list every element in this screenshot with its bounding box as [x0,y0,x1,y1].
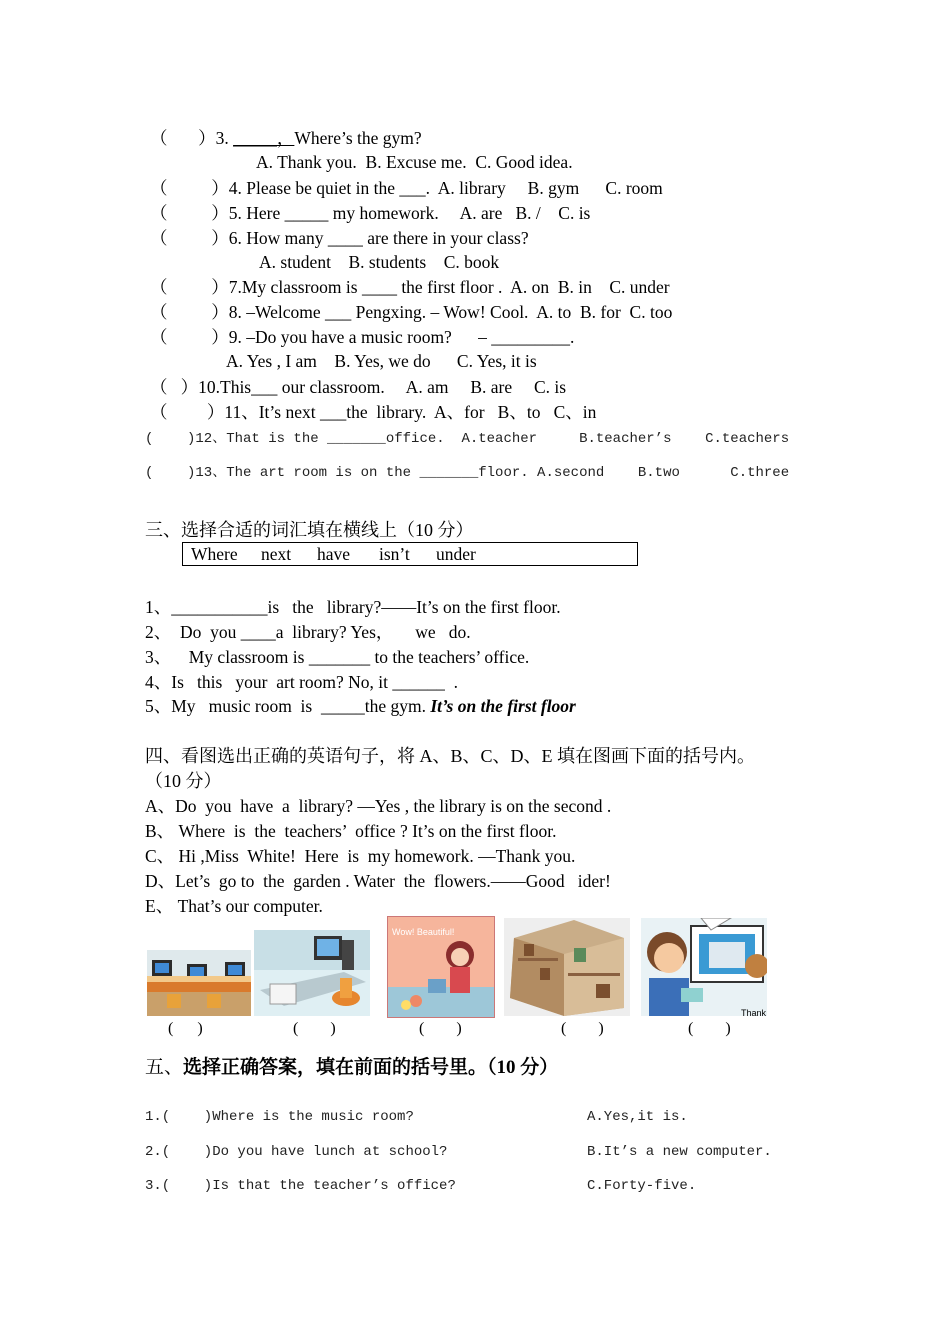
word-bank-item: Where [191,544,238,564]
section-4-heading-score: （10 分） [145,771,222,791]
homework-image [641,918,767,1016]
question-5: （ ）5. Here _____ my homework. A. are B. / C. is [150,203,591,223]
garden-image [387,916,495,1018]
sentence-c: C、 Hi ,Miss White! Here is my homework. —Thank you. [145,846,576,866]
question-9: （ ）9. –Do you have a music room? – _________. [150,327,575,347]
section-5-number: 五、 [145,1057,184,1078]
question-3-number: （ ）3. [150,128,234,148]
question-9-options: A. Yes , I am B. Yes, we do C. Yes, it is [226,351,537,371]
match-answer-a: A.Yes,it is. [587,1109,688,1125]
school-building-image [504,918,630,1016]
question-8: （ ）8. –Welcome ___ Pengxing. – Wow! Cool. A. to B. for C. too [150,302,673,322]
question-3-options: A. Thank you. B. Excuse me. C. Good idea. [256,152,573,172]
teachers-office-image [254,930,370,1016]
fill-question-2: 2、 Do you ____a library? Yes， we do. [145,622,471,642]
section-4-heading: 四、看图选出正确的英语句子，将 A、B、C、D、E 填在图画下面的括号内。 [145,746,756,766]
question-3-blank: _____， [233,128,295,148]
match-question-1: 1.( )Where is the music room? [145,1109,414,1125]
question-3-text: Where’s the gym? [294,128,422,148]
fill-question-5-emphasis: It’s on the first floor [430,696,576,716]
answer-bracket-2[interactable]: ( ) [293,1020,336,1037]
answer-bracket-1[interactable]: ( ) [168,1020,203,1037]
word-bank-item: have [317,544,351,564]
garden-image-caption: Wow! Beautiful! [392,927,455,937]
question-3 [150,127,422,149]
match-question-2: 2.( )Do you have lunch at school? [145,1144,448,1160]
answer-bracket-3[interactable]: ( ) [419,1020,462,1037]
question-10: （ ）10.This___ our classroom. A. am B. are C. is [150,377,567,397]
fill-question-4: 4、Is this your art room? No, it ______ . [145,672,459,692]
word-bank-item: isn’t [379,544,410,564]
word-bank-box [182,542,638,566]
answer-bracket-5[interactable]: ( ) [688,1020,731,1037]
fill-question-5-text: 5、My music room is _____the gym. [145,696,431,716]
fill-question-3: 3、 My classroom is _______ to the teachers’ office. [145,647,530,667]
section-5-title: 选择正确答案，填在前面的括号里。（10 分） [183,1057,559,1078]
question-7: （ ）7.My classroom is ____ the first floor . A. on B. in C. under [150,277,670,297]
word-bank-item: next [261,544,292,564]
match-answer-c: C.Forty-five. [587,1178,697,1194]
question-13: ( )13、The art room is on the _______floor. A.second B.two C.three [145,465,790,481]
fill-question-5 [145,695,576,717]
question-6: （ ）6. How many ____ are there in your class? [150,228,529,248]
question-11: （ ）11、It’s next ___the library. A、for B、to C、in [150,402,597,422]
answer-bracket-4[interactable]: ( ) [561,1020,604,1037]
question-12: ( )12、That is the _______office. A.teacher B.teacher’s C.teachers [145,431,790,447]
homework-image-caption: Thank [741,1008,767,1016]
sentence-b: B、 Where is the teachers’ office ? It’s on the first floor. [145,821,557,841]
word-bank-item: under [436,544,476,564]
match-question-3: 3.( )Is that the teacher’s office? [145,1178,456,1194]
question-4: （ ）4. Please be quiet in the ___. A. library B. gym C. room [150,178,663,198]
sentence-a: A、Do you have a library? —Yes , the library is on the second . [145,796,612,816]
question-6-options: A. student B. students C. book [259,252,500,272]
section-5-heading [145,1057,558,1079]
sentence-e: E、 That’s our computer. [145,896,323,916]
computer-room-image [147,950,251,1016]
sentence-d: D、Let’s go to the garden . Water the flowers.——Good ider! [145,871,611,891]
fill-question-1: 1、___________is the library?——It’s on the first floor. [145,597,561,617]
match-answer-b: B.It’s a new computer. [587,1144,772,1160]
section-3-heading: 三、选择合适的词汇填在横线上（10 分） [145,520,474,540]
